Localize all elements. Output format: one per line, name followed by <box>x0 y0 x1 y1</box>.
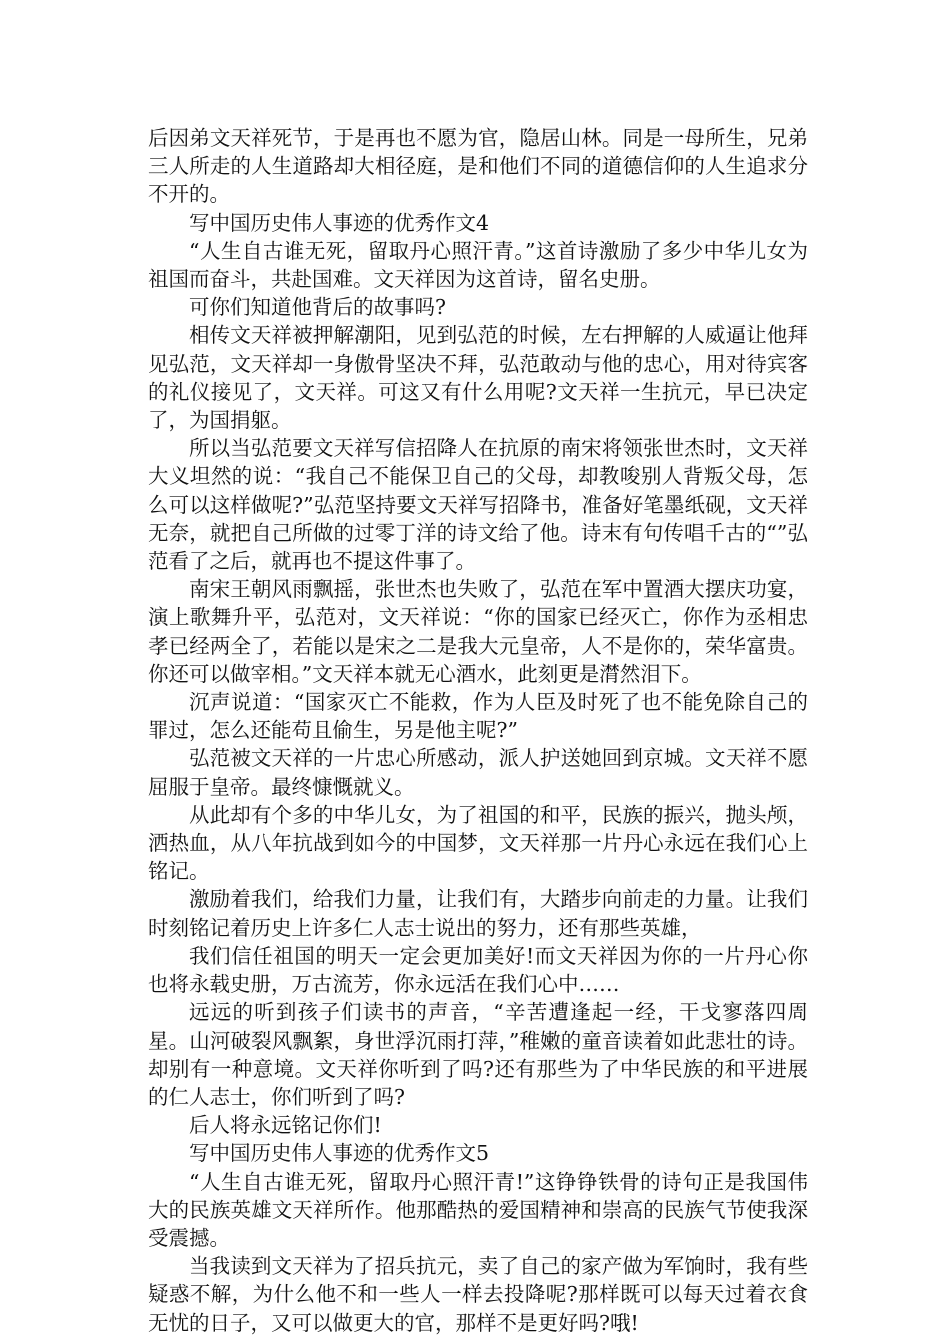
paragraph: 沉声说道：“国家灭亡不能救，作为人臣及时死了也不能免除自己的罪过，怎么还能苟且偷生，另是他主呢?” <box>148 690 808 743</box>
paragraph: 远远的听到孩子们读书的声音，“辛苦遭逢起一经，干戈寥落四周星。山河破裂风飘絮，身世浮沉雨打萍，”稚嫩的童音读着如此悲壮的诗。却别有一种意境。文天祥你听到了吗?还有那些为了中华民族的和平进展的仁人志士，你们听到了吗? <box>148 1000 808 1109</box>
paragraph: 相传文天祥被押解潮阳，见到弘范的时候，左右押解的人威逼让他拜见弘范，文天祥却一身傲骨坚决不拜，弘范敢动与他的忠心，用对待宾客的礼仪接见了，文天祥。可这又有什么用呢?文天祥一生抗元，早已决定了，为国捐躯。 <box>148 323 808 433</box>
document-body <box>148 124 808 1337</box>
paragraph: 可你们知道他背后的故事吗? <box>189 295 446 320</box>
section-heading: 写中国历史伟人事迹的优秀作文4 <box>189 210 490 235</box>
paragraph: 后因弟文天祥死节，于是再也不愿为官，隐居山林。同是一母所生，兄弟三人所走的人生道路却大相径庭，是和他们不同的道德信仰的人生追求分不开的。 <box>148 126 808 207</box>
paragraph: 我们信任祖国的明天一定会更加美好!而文天祥因为你的一片丹心你也将永载史册，万古流芳，你永远活在我们心中…… <box>148 943 808 997</box>
paragraph: 所以当弘范要文天祥写信招降人在抗原的南宋将领张世杰时，文天祥大义坦然的说：“我自己不能保卫自己的父母，却教唆别人背叛父母，怎么可以这样做呢?”弘范坚持要文天祥写招降书，准备好笔墨纸砚，文天祥无奈，就把自己所做的过零丁洋的诗文给了他。诗末有句传唱千古的“”弘范看了之后，就再也不提这件事了。 <box>148 436 808 574</box>
paragraph: 当我读到文天祥为了招兵抗元，卖了自己的家产做为军饷时，我有些疑惑不解，为什么他不和一些人一样去投降呢?那样既可以每天过着衣食无忧的日子，又可以做更大的官，那样不是更好吗?哦! <box>148 1254 808 1335</box>
paragraph: 激励着我们，给我们力量，让我们有，大踏步向前走的力量。让我们时刻铭记着历史上许多仁人志士说出的努力，还有那些英雄， <box>148 887 808 940</box>
paragraph: 弘范被文天祥的一片忠心所感动，派人护送她回到京城。文天祥不愿屈服于皇帝。最终慷慨就义。 <box>148 746 808 799</box>
paragraph: 南宋王朝风雨飘摇，张世杰也失败了，弘范在军中置酒大摆庆功宴，演上歌舞升平，弘范对，文天祥说：“你的国家已经灭亡，你作为丞相忠孝已经两全了，若能以是宋之二是我大元皇帝，人不是你的，荣华富贵。你还可以做宰相。”文天祥本就无心酒水，此刻更是潸然泪下。 <box>148 577 808 686</box>
paragraph: 后人将永远铭记你们! <box>189 1113 382 1138</box>
section-heading: 写中国历史伟人事迹的优秀作文5 <box>189 1141 490 1166</box>
paragraph: 从此却有个多的中华儿女，为了祖国的和平，民族的振兴，抛头颅，洒热血，从八年抗战到如今的中国梦，文天祥那一片丹心永远在我们心上铭记。 <box>148 802 808 884</box>
paragraph: “人生自古谁无死，留取丹心照汗青!”这铮铮铁骨的诗句正是我国伟大的民族英雄文天祥所作。他那酷热的爱国精神和崇高的民族气节使我深受震撼。 <box>148 1169 808 1250</box>
paragraph: “人生自古谁无死，留取丹心照汗青。”这首诗激励了多少中华儿女为祖国而奋斗，共赴国难。文天祥因为这首诗，留名史册。 <box>148 238 808 292</box>
